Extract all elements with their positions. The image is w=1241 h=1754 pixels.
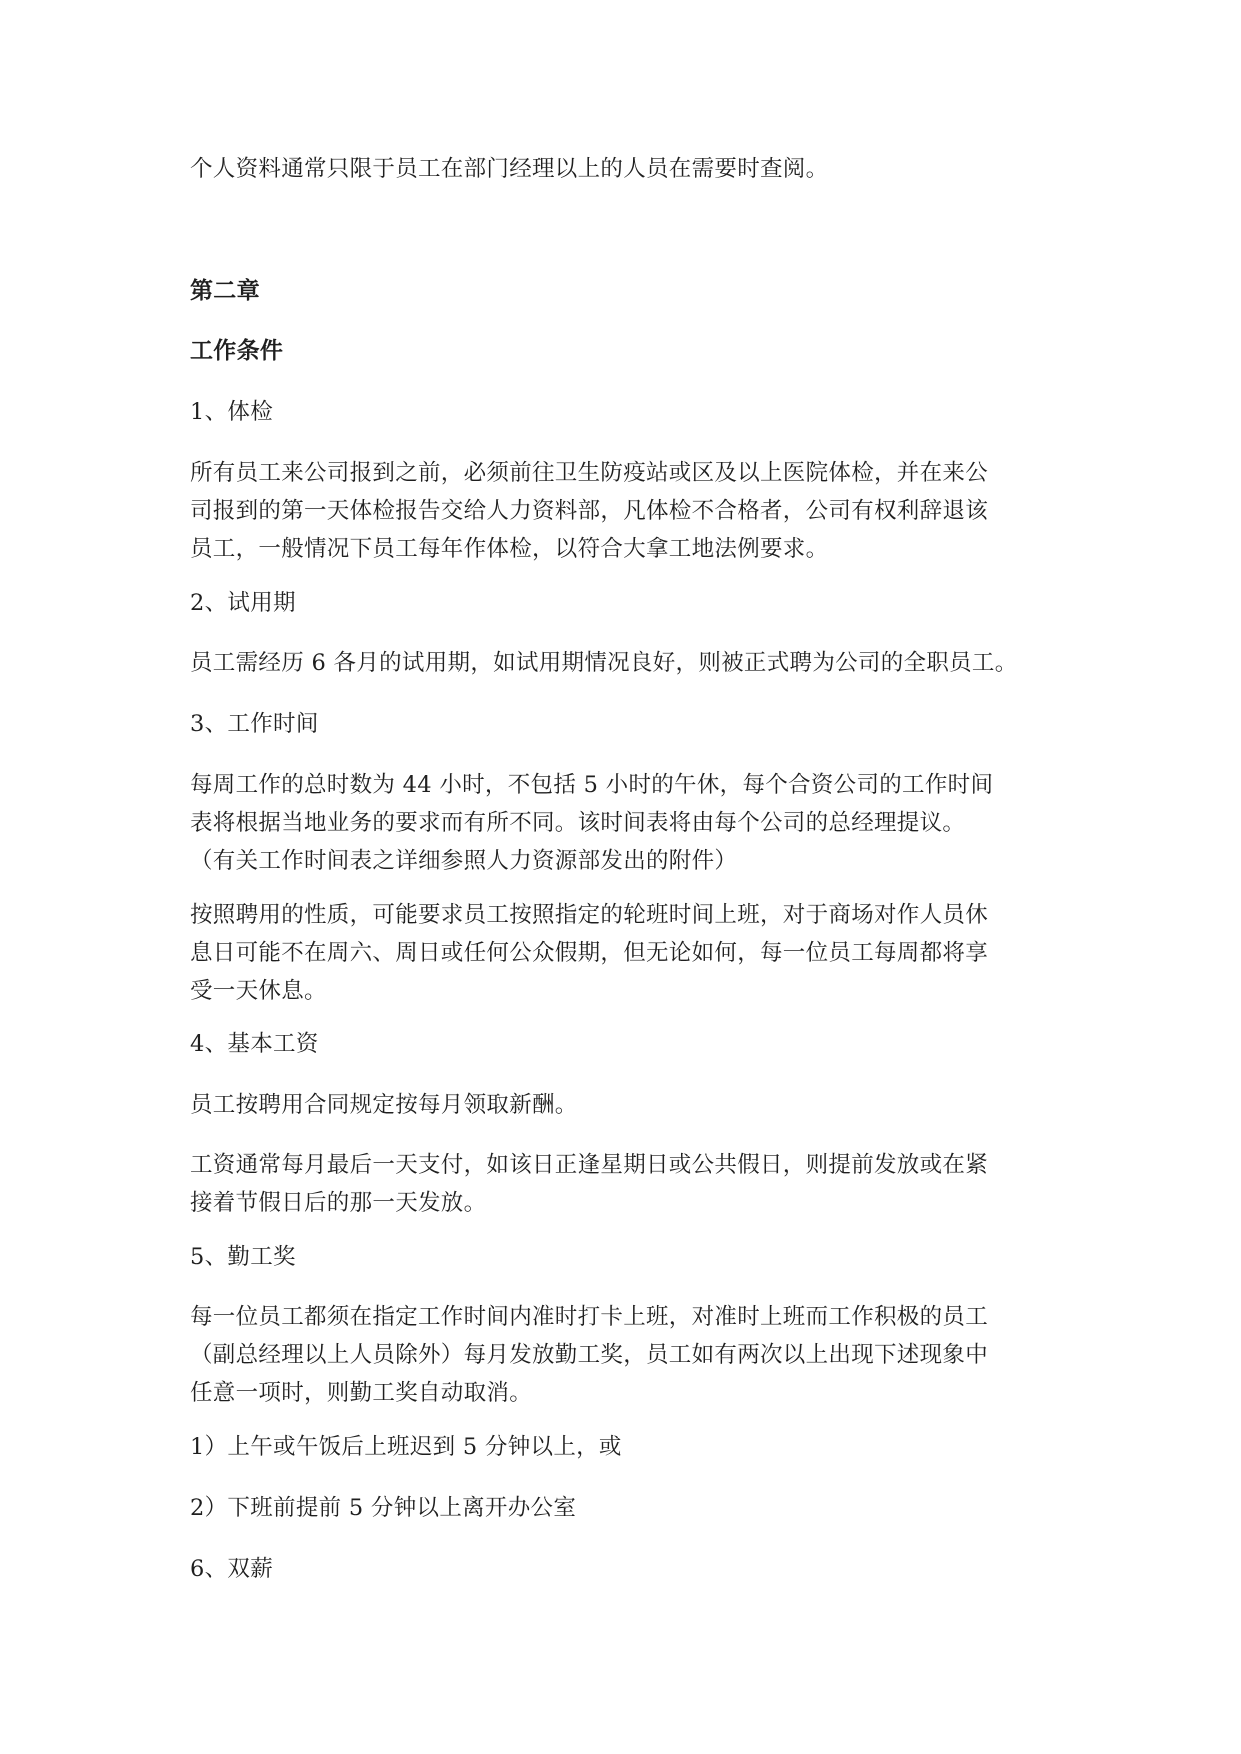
text-line: 个人资料通常只限于员工在部门经理以上的人员在需要时查阅。 xyxy=(190,156,829,182)
section-heading-base-salary: 4、基本工资 xyxy=(190,1031,319,1057)
section-heading-double-pay: 6、双薪 xyxy=(190,1556,274,1582)
text-line: 息日可能不在周六、周日或任何公众假期，但无论如何，每一位员工每周都将享 xyxy=(190,940,989,966)
attendance-bonus-paragraph xyxy=(190,1298,1060,1412)
text-line: 接着节假日后的那一天发放。 xyxy=(190,1190,487,1216)
section-heading-attendance-bonus: 5、勤工奖 xyxy=(190,1244,296,1270)
document-page xyxy=(190,0,1060,1754)
probation-paragraph xyxy=(190,644,1060,682)
attendance-rule-item-1: 1）上午或午饭后上班迟到 5 分钟以上，或 xyxy=(190,1434,622,1460)
physical-exam-paragraph xyxy=(190,454,1060,568)
section-heading-physical-exam: 1、体检 xyxy=(190,399,274,425)
text-line: 员工需经历 6 各月的试用期，如试用期情况良好，则被正式聘为公司的全职员工。 xyxy=(190,650,1018,676)
base-salary-paragraph-1 xyxy=(190,1086,1060,1124)
text-line: 表将根据当地业务的要求而有所不同。该时间表将由每个公司的总经理提议。 xyxy=(190,810,966,836)
text-line: 员工按聘用合同规定按每月领取新酬。 xyxy=(190,1092,578,1118)
working-hours-paragraph-2 xyxy=(190,896,1060,1010)
text-line: 工资通常每月最后一天支付，如该日正逢星期日或公共假日，则提前发放或在紧 xyxy=(190,1152,989,1178)
text-line: 所有员工来公司报到之前，必须前往卫生防疫站或区及以上医院体检，并在来公 xyxy=(190,460,989,486)
text-line: 受一天休息。 xyxy=(190,978,327,1004)
chapter-title: 工作条件 xyxy=(190,338,284,364)
section-heading-working-hours: 3、工作时间 xyxy=(190,711,319,737)
text-line: 员工，一般情况下员工每年作体检，以符合大拿工地法例要求。 xyxy=(190,536,829,562)
section-heading-probation: 2、试用期 xyxy=(190,590,296,616)
text-line: （有关工作时间表之详细参照人力资源部发出的附件） xyxy=(190,848,738,874)
text-line: 任意一项时，则勤工奖自动取消。 xyxy=(190,1380,533,1406)
text-line: （副总经理以上人员除外）每月发放勤工奖，员工如有两次以上出现下述现象中 xyxy=(190,1342,989,1368)
base-salary-paragraph-2 xyxy=(190,1146,1060,1222)
text-line: 每周工作的总时数为 44 小时，不包括 5 小时的午休，每个合资公司的工作时间 xyxy=(190,772,994,798)
working-hours-paragraph-1 xyxy=(190,766,1060,880)
text-line: 每一位员工都须在指定工作时间内准时打卡上班，对准时上班而工作积极的员工 xyxy=(190,1304,989,1330)
intro-paragraph xyxy=(190,150,1060,188)
chapter-number: 第二章 xyxy=(190,278,260,304)
attendance-rule-item-2: 2）下班前提前 5 分钟以上离开办公室 xyxy=(190,1495,577,1521)
text-line: 司报到的第一天体检报告交给人力资料部，凡体检不合格者，公司有权利辞退该 xyxy=(190,498,989,524)
text-line: 按照聘用的性质，可能要求员工按照指定的轮班时间上班，对于商场对作人员休 xyxy=(190,902,989,928)
